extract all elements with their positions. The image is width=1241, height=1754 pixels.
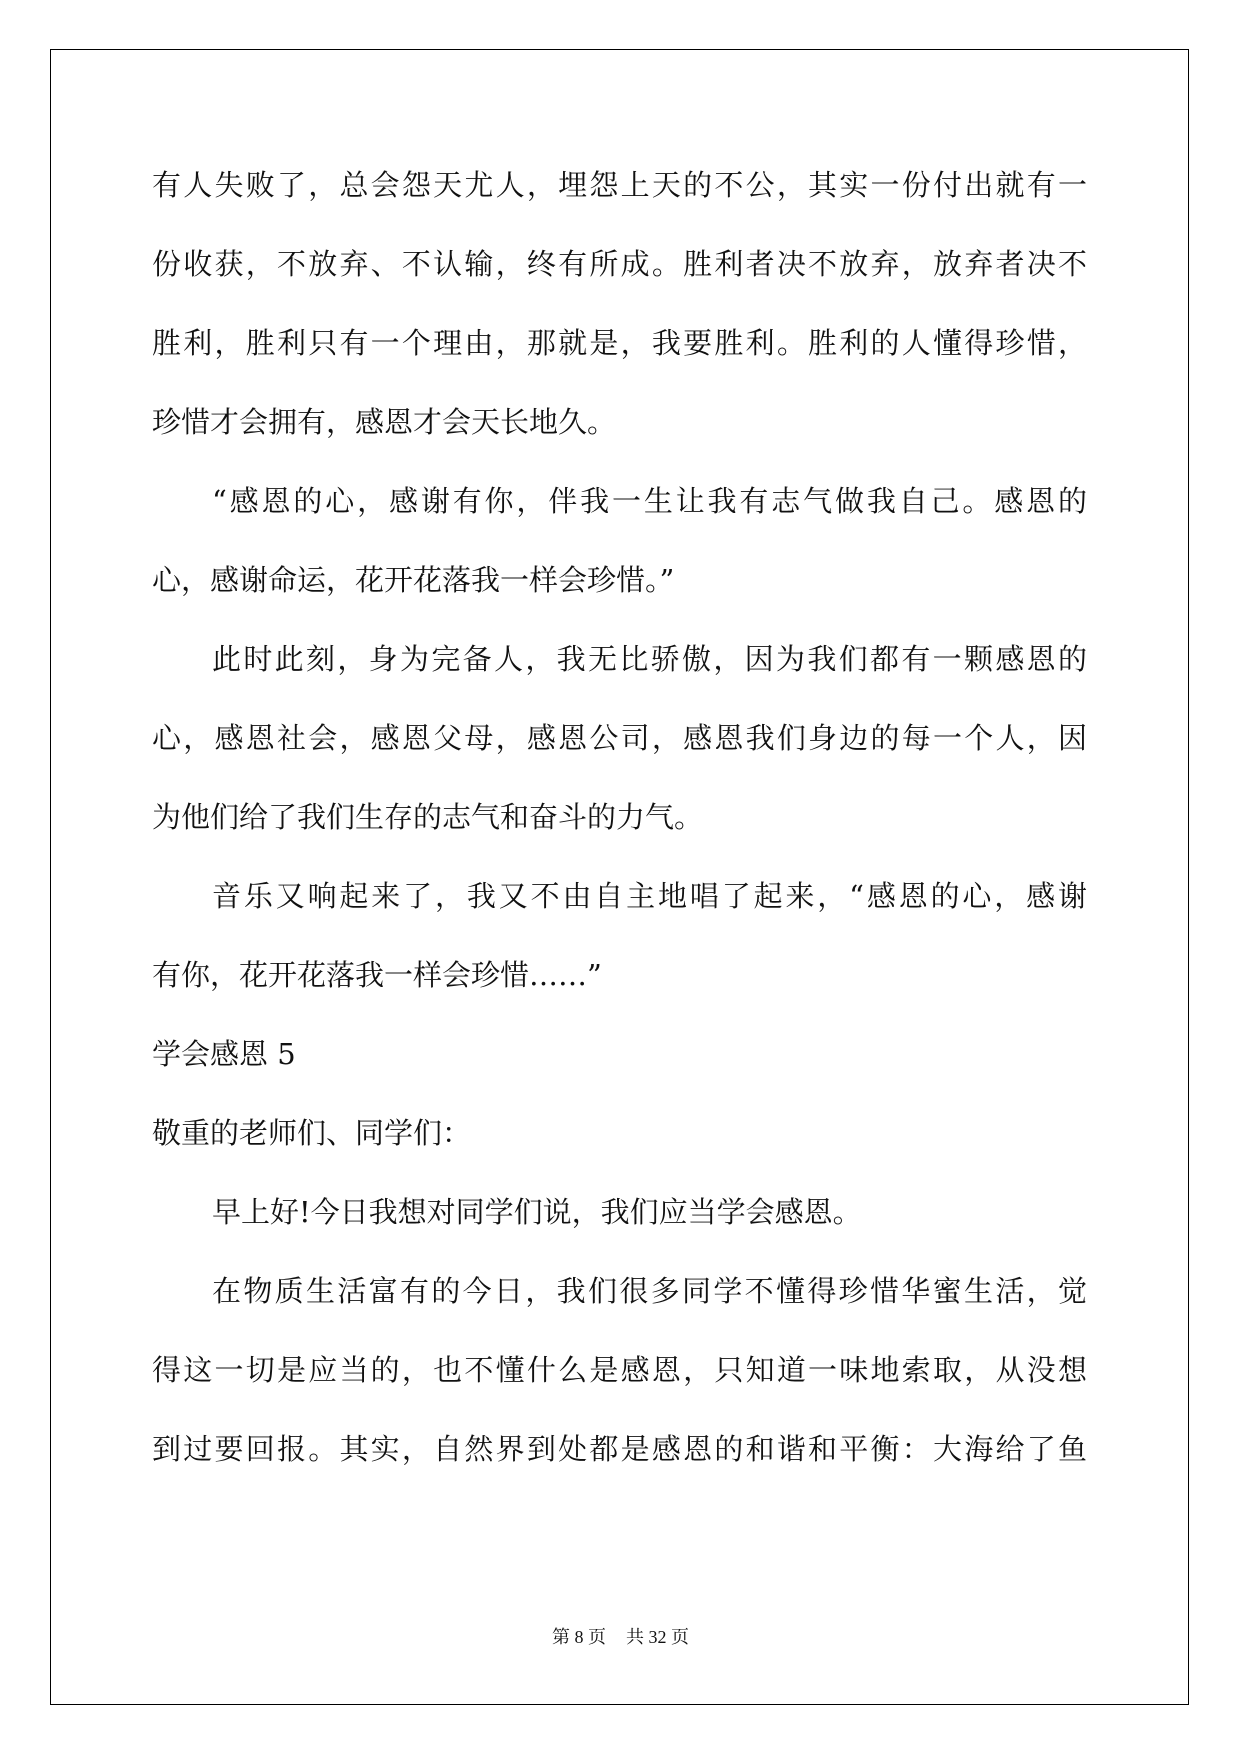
text-line: 得这一切是应当的，也不懂什么是感恩，只知道一味地索取，从没想: [152, 1353, 1087, 1387]
text-line: 到过要回报。其实，自然界到处都是感恩的和谐和平衡：大海给了鱼: [152, 1432, 1087, 1466]
text-line: “感恩的心，感谢有你，伴我一生让我有志气做我自己。感恩的: [212, 484, 1087, 518]
text-line: 心，感恩社会，感恩父母，感恩公司，感恩我们身边的每一个人，因: [152, 721, 1087, 755]
section-title: 学会感恩 5: [152, 1037, 296, 1071]
text-line: 音乐又响起来了，我又不由自主地唱了起来，“感恩的心，感谢: [212, 879, 1087, 913]
text-line: 心，感谢命运，花开花落我一样会珍惜。”: [152, 563, 675, 597]
text-line: 为他们给了我们生存的志气和奋斗的力气。: [152, 800, 704, 834]
text-line: 有人失败了，总会怨天尤人，埋怨上天的不公，其实一份付出就有一: [152, 168, 1087, 202]
text-line: 珍惜才会拥有，感恩才会天长地久。: [152, 405, 617, 439]
page-total: 共 32 页: [626, 1627, 689, 1647]
text-line: 胜利，胜利只有一个理由，那就是，我要胜利。胜利的人懂得珍惜，: [152, 326, 1087, 360]
text-line: 有你，花开花落我一样会珍惜……”: [152, 958, 602, 992]
salutation: 敬重的老师们、同学们：: [152, 1116, 472, 1150]
text-line: 份收获，不放弃、不认输，终有所成。胜利者决不放弃，放弃者决不: [152, 247, 1087, 281]
document-body: [152, 166, 1087, 1469]
text-line: 早上好!今日我想对同学们说，我们应当学会感恩。: [212, 1195, 862, 1229]
text-line: 此时此刻，身为完备人，我无比骄傲，因为我们都有一颗感恩的: [212, 642, 1087, 676]
page-footer: [0, 1623, 1241, 1649]
text-line: 在物质生活富有的今日，我们很多同学不懂得珍惜华蜜生活，觉: [212, 1274, 1087, 1308]
page-number: 第 8 页: [552, 1627, 606, 1647]
